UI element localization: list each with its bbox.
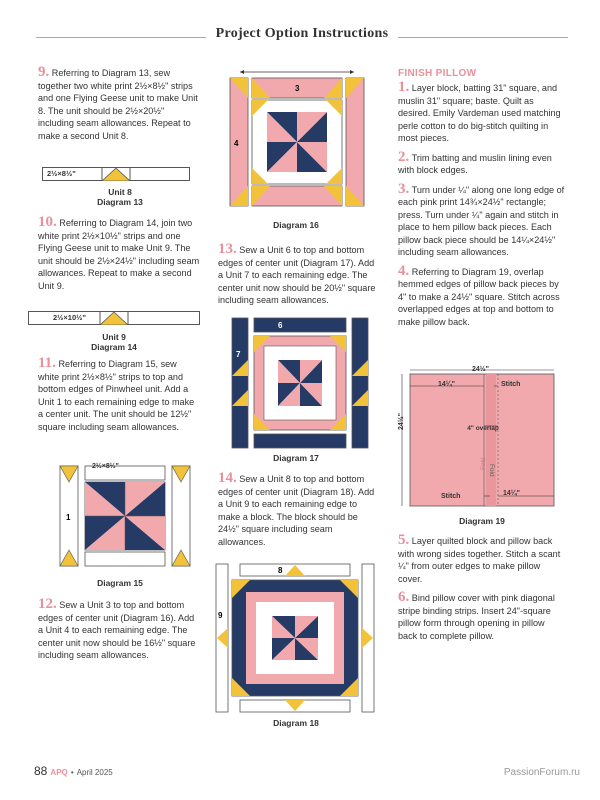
step-13: 13. Sew a Unit 6 to top and bottom edges of center unit (Diagram 17). Add a Unit 7 to each remaining edge. The center unit now should be 20½" square including seam allowances. [218,241,376,305]
unit-9-strip [28,311,200,325]
diagram-18-caption: Diagram 18 [273,718,319,728]
left-column-c [38,357,200,433]
finish-step-6: 6. Bind pillow cover with pink diagonal stripe binding strips. Insert 24"-square pillow form through opening in pillow back to complete pillow. [398,589,555,641]
diagram-13-caption: Unit 8 Diagram 13 [97,187,143,207]
d19-piece2-label: 14¼" [503,490,520,497]
finish-pillow-heading: FINISH PILLOW [398,68,477,79]
diagram-15-caption: Diagram 15 [97,578,143,588]
page-header [36,26,568,48]
svg-text:4: 4 [234,139,239,148]
d19-overlap-label: 4" overlap [467,425,499,432]
step-10: 10. Referring to Diagram 14, join two white print 2½×10½" strips and one Flying Geese unit to make Unit 9. The unit should be 2½×24½" including seam allowances. Repeat to make a second Unit 9. [38,214,200,291]
page-number: 88 [34,764,48,778]
d19-fold-label-right: Fold [488,464,495,477]
watermark: PassionForum.ru [503,767,580,778]
middle-column-a [218,243,378,307]
finish-step-5: 5. Layer quilted block and pillow back with wrong sides together. Stitch a scant ¼" from outer edges to make pillow cover. [398,532,561,584]
svg-text:6: 6 [278,321,283,330]
diagram-17-caption: Diagram 17 [273,453,319,463]
unit-1-label: 1 [66,513,71,522]
svg-text:9: 9 [218,611,223,620]
page-footer: 88 APQ • April 2025 [34,764,113,778]
step-9: 9. Referring to Diagram 13, sew together two white print 2½×8½" strips and one Flying Geese unit to make Unit 8. The unit should be 2½×20½" including seam allowances. Repeat to make a second Unit 8. [38,64,198,141]
strip-size-label: 2½×10½" [53,313,86,322]
unit-8-strip [42,167,190,181]
diagram-15 [55,460,195,572]
d19-height-label: 24½" [398,413,405,430]
diagram-15-strip-label: 2½×8½" [92,463,119,470]
svg-text:3: 3 [295,84,300,93]
d19-fold-label-left: Fold [480,457,487,470]
step-11: 11. Referring to Diagram 15, sew white print 2½×8½" strips to top and bottom edges of Pinwheel unit. Add a Unit 1 to each remaining edge to make a center unit. The unit should be 12½" square including seam allowances. [38,355,195,432]
finish-step-4: 4. Referring to Diagram 19, overlap hemmed edges of pillow back pieces by 4" to make a 24½" square. Stitch across overlapped edges at top and bottom to make pillow back. [398,262,560,327]
d19-stitch-top-label: Stitch [501,381,521,388]
diagram-19-caption: Diagram 19 [459,516,505,526]
diagram-17 [226,316,376,450]
middle-column-b [218,472,378,548]
finish-step-3: 3. Turn under ¼" along one long edge of each pink print 14¾×24½" rectangle; press. Turn under ¼" again and stitch in place to hem pillow back pieces. Each pillow back piece should be 14¼×24½" including seam allowances. [398,180,565,257]
magazine-name: APQ [50,768,68,777]
issue-date: April 2025 [76,768,113,777]
right-column-b [398,534,566,642]
right-column-a [398,68,566,328]
diagram-16-caption: Diagram 16 [273,220,319,230]
strip-size-label: 2½×8½" [47,169,76,178]
svg-text:8: 8 [278,566,283,575]
left-column-d [38,598,200,662]
step-12: 12. Sew a Unit 3 to top and bottom edges of center unit (Diagram 16). Add a Unit 4 to each remaining edge. The center unit now should be 16½" square including seam allowances. [38,596,196,660]
finish-step-1: 1. Layer block, batting 31" square, and muslin 31" square; baste. Quilt as desired. Emily Vardeman used matching perle cotton to do big-stitch quilting in most pieces. [398,79,561,143]
diagram-14-caption: Unit 9 Diagram 14 [91,332,137,352]
left-column-b [38,216,200,292]
d19-piece1-label: 14¼" [438,381,455,388]
d19-stitch-bottom-label: Stitch [441,493,461,500]
d19-width-label: 24½" [472,366,489,373]
finish-step-2: 2. Trim batting and muslin lining even with block edges. [398,148,552,175]
page-title: Project Option Instructions [206,26,399,41]
step-14: 14. Sew a Unit 8 to top and bottom edges of center unit (Diagram 18). Add a Unit 9 to each remaining edge to make a block. The block should be 24½" square including seam allowances. [218,470,375,547]
diagram-16 [222,68,372,216]
diagram-19 [398,366,566,514]
diagram-18 [210,560,380,716]
left-column [38,66,200,142]
svg-text:7: 7 [236,350,241,359]
